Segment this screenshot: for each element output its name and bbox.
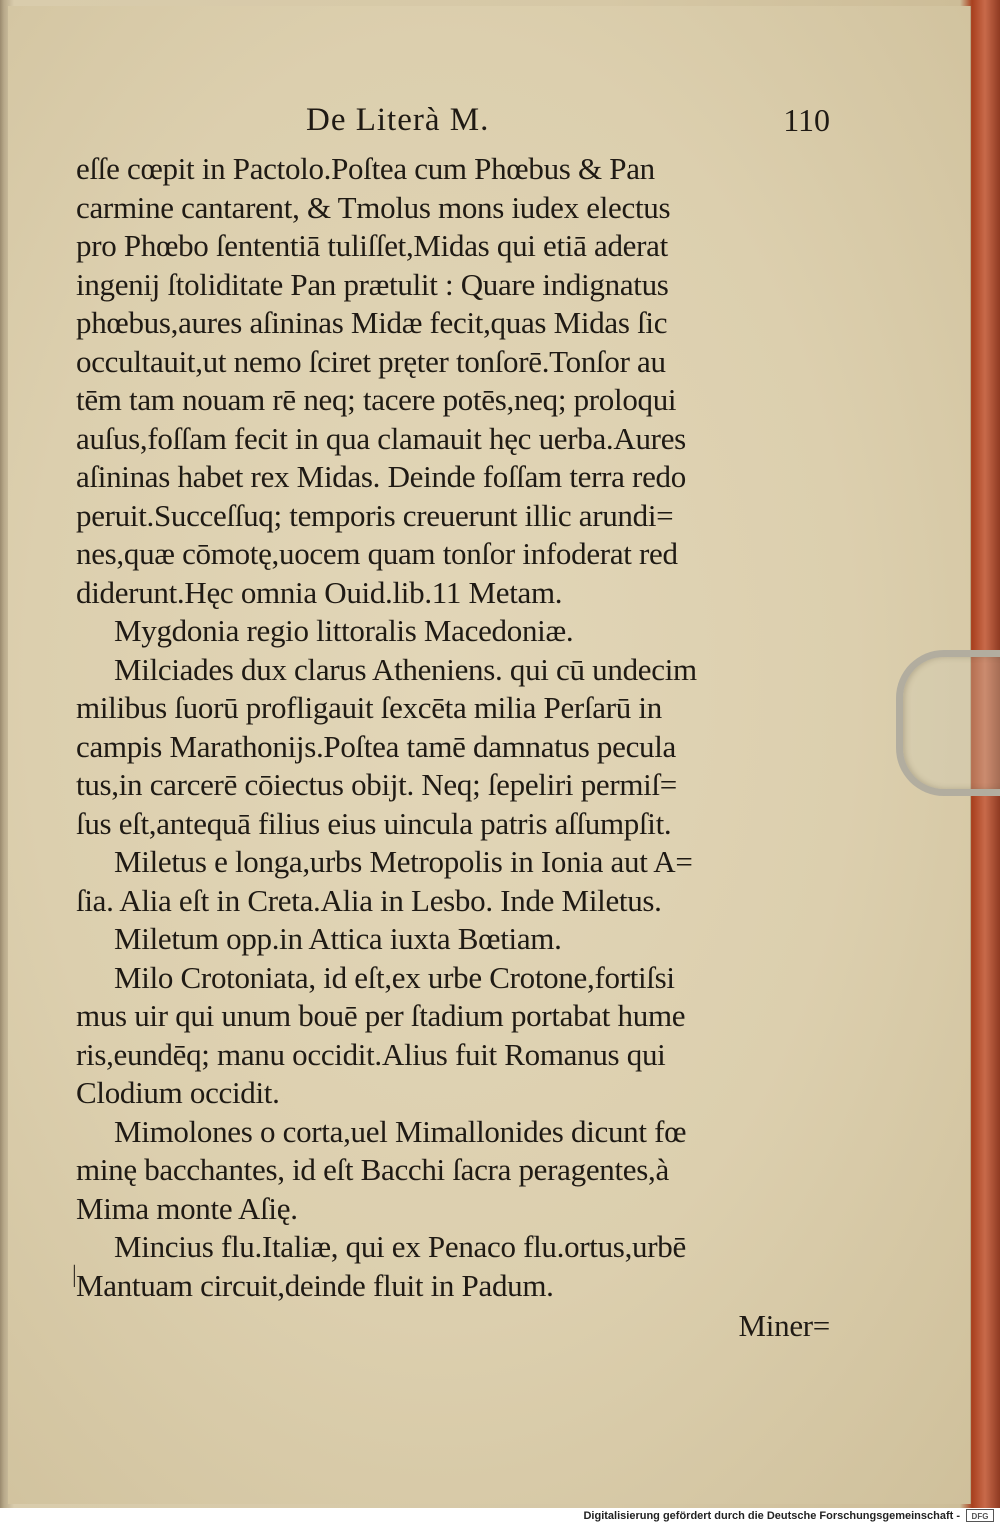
entry-milo: [76, 959, 836, 1113]
text-line: peruit.Succeſſuq; temporis creuerunt illic arundi=: [76, 497, 674, 533]
text-line: Mima monte Aſię.: [76, 1190, 298, 1226]
text-line: minę bacchantes, id eſt Bacchi ſacra peragentes,à: [76, 1152, 669, 1187]
entry-miletus: [76, 843, 836, 920]
dfg-logo: DFG: [966, 1509, 994, 1522]
page-text: [76, 102, 836, 1346]
page-number: 110: [783, 102, 830, 138]
text-line: Mimolones o corta,uel Mimallonides dicunt fœ: [114, 1113, 687, 1149]
text-line: pro Phœbo ſententiā tuliſſet,Midas qui etiā aderat: [76, 228, 668, 263]
text-line: nes,quæ cōmotę,uocem quam tonſor infoderat red: [76, 536, 678, 571]
text-line: Mantuam circuit,deinde fluit in Padum.: [76, 1267, 554, 1303]
text-line: diderunt.Hęc omnia Ouid.lib.11 Metam.: [76, 574, 563, 610]
text-line: Miletus e longa,urbs Metropolis in Ionia aut A=: [114, 844, 693, 879]
text-line: mus uir qui unum bouē per ſtadium portabat hume: [76, 998, 686, 1033]
entry-milciades: [76, 651, 836, 844]
text-line: ingenij ſtoliditate Pan prætulit : Quare indignatus: [76, 266, 669, 302]
text-line: ſus eſt,antequā filius eius uincula patris aſſumpſit.: [76, 805, 672, 841]
text-line: milibus ſuorū profligauit ſexcēta milia Perſarū in: [76, 690, 662, 725]
entry-miletum: [76, 920, 836, 959]
entry-mimolones: [76, 1113, 836, 1229]
text-line: ſia. Alia eſt in Creta.Alia in Lesbo. Inde Miletus.: [76, 882, 662, 918]
text-line: Miletum opp.in Attica iuxta Bœtiam.: [114, 921, 562, 956]
metal-clasp: [896, 650, 1000, 796]
text-line: Milciades dux clarus Atheniens. qui cū undecim: [114, 651, 697, 687]
text-line: occultauit,ut nemo ſciret pręter tonſorē.Tonſor au: [76, 343, 666, 379]
running-header: [76, 102, 836, 150]
text-line: auſus,foſſam fecit in qua clamauit hęc uerba.Aures: [76, 420, 686, 456]
funding-credit: Digitalisierung gefördert durch die Deutsche Forschungsgemeinschaft -: [583, 1510, 960, 1522]
catchword: Miner=: [738, 1308, 830, 1343]
text-line: carmine cantarent, & Tmolus mons iudex electus: [76, 189, 671, 225]
text-line: Mincius flu.Italiæ, qui ex Penaco flu.ortus,urbē: [114, 1229, 686, 1264]
text-line: ris,eundēq; manu occidit.Alius fuit Romanus qui: [76, 1036, 666, 1072]
text-line: Milo Crotoniata, id eſt,ex urbe Crotone,fortiſsi: [114, 959, 675, 995]
text-line: Mygdonia regio littoralis Macedoniæ.: [114, 613, 574, 648]
text-line: Clodium occidit.: [76, 1075, 280, 1110]
continued-paragraph: [76, 150, 836, 612]
text-line: eſſe cœpit in Pactolo.Poſtea cum Phœbus & Pan: [76, 151, 655, 186]
text-line: tēm tam nouam rē neq; tacere potēs,neq; proloqui: [76, 382, 677, 417]
entry-mygdonia: [76, 612, 836, 651]
text-line: tus,in carcerē cōiectus obijt. Neq; ſepeliri permiſ=: [76, 767, 677, 802]
running-title: De Literà M.: [306, 102, 490, 138]
text-line: phœbus,aures aſininas Midæ fecit,quas Midas ſic: [76, 305, 668, 340]
text-line: aſininas habet rex Midas. Deinde foſſam terra redo: [76, 459, 686, 494]
text-line: campis Marathonijs.Poſtea tamē damnatus pecula: [76, 728, 676, 764]
margin-mark: |: [72, 1262, 77, 1288]
entry-mincius: [76, 1228, 836, 1305]
digitization-footer: [0, 1508, 1000, 1525]
